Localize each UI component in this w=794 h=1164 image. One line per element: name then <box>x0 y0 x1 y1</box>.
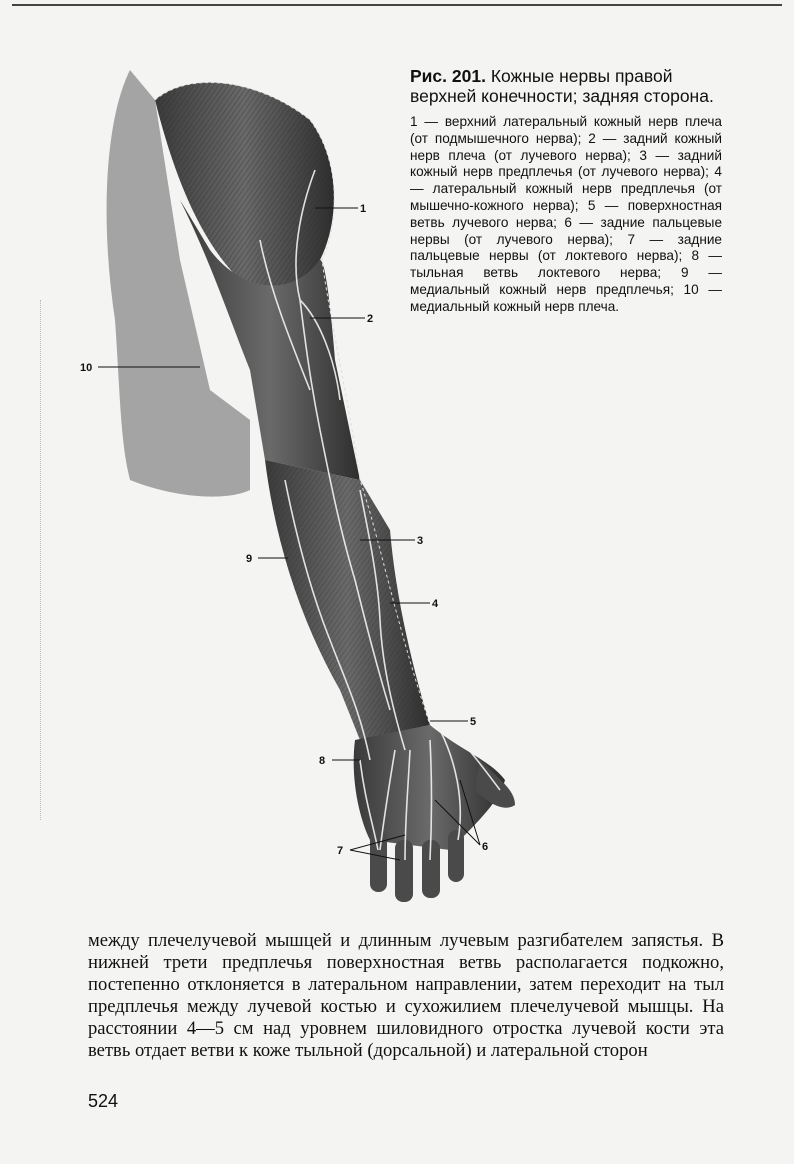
label-7: 7 <box>337 845 344 857</box>
label-5: 5 <box>470 716 477 728</box>
finger-index <box>370 830 387 892</box>
finger-middle <box>395 840 413 902</box>
label-6: 6 <box>482 841 489 853</box>
figure-caption <box>410 66 722 316</box>
label-9: 9 <box>246 553 253 565</box>
label-10: 10 <box>80 362 93 374</box>
label-3: 3 <box>417 535 424 547</box>
body-paragraph: между плечелучевой мышцей и длинным лучевым разгибателем запястья. В нижней трети предплечья поверхностная ветвь располагается подкожно, постепенно отклоняется в латеральном направлении, затем переходит на тыл предплечья между лучевой костью и сухожилием плечелучевой мышцы. На расстоянии 4—5 см над уровнем шиловидного отростка лучевой кости эта ветвь отдает ветви к коже тыльной (дорсальной) и латеральной сторон <box>88 930 724 1061</box>
label-8: 8 <box>319 755 326 767</box>
caption-legend: 1 — верхний латеральный кожный нерв плеча (от подмышечного нерва); 2 — задний кожный нерв плеча (от лучевого нерва); 3 — задний кожный нерв предплечья (от лучевого нерва); 4 — латеральный кожный нерв предплечья (от мышечно-кожного нерва); 5 — поверхностная ветвь лучевого нерва; 6 — задние пальцевые нервы (от лучевого нерва); 7 — задние пальцевые нервы (от локтевого нерва); 8 — тыльная ветвь локтевого нерва; 9 — медиальный кожный нерв предплечья; 10 — медиальный кожный нерв плеча. <box>410 114 722 314</box>
label-4: 4 <box>432 598 439 610</box>
finger-little <box>448 830 464 882</box>
caption-title-text: Кожные нервы правой верхней конечности; задняя сторона. <box>410 66 714 106</box>
page-number: 524 <box>88 1091 119 1111</box>
top-rule <box>12 4 782 6</box>
caption-title <box>410 66 722 106</box>
label-1: 1 <box>360 203 367 215</box>
margin-dots <box>40 300 42 820</box>
label-2: 2 <box>367 313 374 325</box>
caption-figure-number: Рис. 201. <box>410 66 486 86</box>
